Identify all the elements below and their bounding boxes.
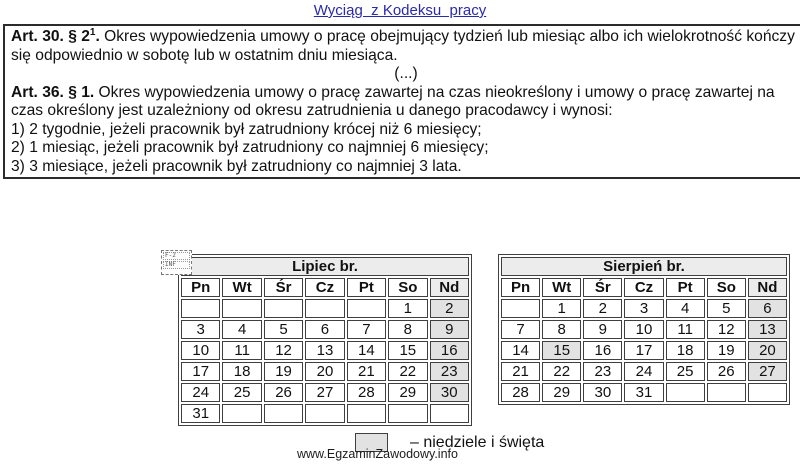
calendar-day-cell: 18 — [666, 341, 705, 360]
calendar-day-cell: 8 — [542, 320, 581, 339]
calendar-day-cell: 8 — [388, 320, 427, 339]
calendar-week-row — [181, 299, 469, 318]
ellipsis-line: (...) — [394, 65, 418, 82]
calendar-day-cell: 20 — [748, 341, 787, 360]
calendar-day-cell: 19 — [707, 341, 746, 360]
calendar-week-row — [501, 341, 787, 360]
calendar-day-cell: 27 — [748, 362, 787, 381]
calendar-week-row — [501, 362, 787, 381]
day-header-pt: Pt — [666, 278, 705, 297]
article-30-label: Art. 30. § 2 — [11, 28, 90, 45]
calendar-day-cell: 25 — [222, 383, 261, 402]
calendar-day-cell: 7 — [501, 320, 540, 339]
calendar-day-cell: 24 — [624, 362, 663, 381]
broken-image-icon-line-1: F-2 — [163, 252, 190, 260]
calendar-day-cell: 26 — [264, 383, 303, 402]
calendar-day-cell: 12 — [264, 341, 303, 360]
notice-period-item-2: 2) 1 miesiąc, jeżeli pracownik był zatrudniony co najmniej 6 miesięcy; — [11, 139, 489, 156]
calendar-empty-cell — [347, 404, 386, 423]
calendar-day-header-row — [181, 278, 469, 297]
calendar-day-cell: 21 — [501, 362, 540, 381]
calendar-day-cell: 20 — [305, 362, 344, 381]
calendar-week-row — [181, 362, 469, 381]
legal-text-box — [3, 24, 800, 179]
calendar-day-cell: 10 — [624, 320, 663, 339]
calendar-day-cell: 15 — [542, 341, 581, 360]
calendar-empty-cell — [666, 383, 705, 402]
calendar-day-cell: 19 — [264, 362, 303, 381]
calendar-empty-cell — [748, 383, 787, 402]
day-header-śr: Śr — [264, 278, 303, 297]
calendar-day-cell: 5 — [707, 299, 746, 318]
calendar-empty-cell — [347, 299, 386, 318]
calendar-empty-cell — [388, 404, 427, 423]
calendar-day-cell: 16 — [583, 341, 622, 360]
calendar-day-cell: 31 — [624, 383, 663, 402]
calendar-day-cell: 7 — [347, 320, 386, 339]
article-30-label-dot: . — [95, 28, 100, 45]
calendar-week-row — [501, 320, 787, 339]
calendar-day-cell: 24 — [181, 383, 220, 402]
article-36-text: Okres wypowiedzenia umowy o pracę zawartej na czas nieokreślony i umowy o pracę zawartej na czas określony jest uzależniony od okresu zatrudnienia u danego pracodawcy i wynosi: — [11, 83, 775, 119]
day-header-cz: Cz — [624, 278, 663, 297]
calendar-day-cell: 26 — [707, 362, 746, 381]
calendar-empty-cell — [501, 299, 540, 318]
calendar-day-cell: 22 — [542, 362, 581, 381]
calendar-week-row — [181, 341, 469, 360]
calendar-day-cell: 13 — [748, 320, 787, 339]
calendar-empty-cell — [181, 299, 220, 318]
article-36-label: Art. 36. § 1. — [11, 83, 95, 101]
calendar-empty-cell — [430, 404, 469, 423]
calendar-day-cell: 1 — [542, 299, 581, 318]
calendar-day-cell: 9 — [583, 320, 622, 339]
calendar-day-cell: 28 — [501, 383, 540, 402]
calendar-day-cell: 31 — [181, 404, 220, 423]
calendar-day-cell: 6 — [305, 320, 344, 339]
legend-label: – niedziele i święta — [410, 434, 545, 451]
calendar-day-cell: 25 — [666, 362, 705, 381]
calendar-empty-cell — [222, 404, 261, 423]
day-header-nd: Nd — [748, 278, 787, 297]
calendar-day-cell: 15 — [388, 341, 427, 360]
broken-image-icon-line-2: INF — [163, 261, 190, 269]
calendar-day-cell: 28 — [347, 383, 386, 402]
calendar-empty-cell — [264, 404, 303, 423]
notice-period-item-1: 1) 2 tygodnie, jeżeli pracownik był zatrudniony krócej niż 6 miesięcy; — [11, 120, 482, 138]
calendar-month-title: Sierpień br. — [501, 257, 787, 276]
calendar-day-cell: 23 — [430, 362, 469, 381]
calendar-day-cell: 13 — [305, 341, 344, 360]
calendar-empty-cell — [305, 404, 344, 423]
calendar-day-cell: 10 — [181, 341, 220, 360]
day-header-pt: Pt — [347, 278, 386, 297]
article-30-paragraph — [11, 28, 800, 65]
calendar-day-cell: 4 — [666, 299, 705, 318]
calendar-day-cell: 23 — [583, 362, 622, 381]
article-30-text: Okres wypowiedzenia umowy o pracę obejmujący tydzień lub miesiąc albo ich wielokrotność kończy się odpowiednio w sobotę lub w ostatnim dniu miesiąca. — [11, 28, 795, 64]
calendar-day-cell: 9 — [430, 320, 469, 339]
calendar-day-cell: 18 — [222, 362, 261, 381]
calendar-month-row — [501, 257, 787, 276]
calendar-empty-cell — [264, 299, 303, 318]
calendar-day-cell: 29 — [388, 383, 427, 402]
calendar-month-row — [181, 257, 469, 276]
day-header-śr: Śr — [583, 278, 622, 297]
calendar-week-row — [501, 383, 787, 402]
calendar-day-cell: 5 — [264, 320, 303, 339]
calendar-day-cell: 2 — [430, 299, 469, 318]
calendar-july — [178, 254, 472, 426]
calendar-day-cell: 27 — [305, 383, 344, 402]
calendar-week-row — [501, 299, 787, 318]
calendar-day-cell: 22 — [388, 362, 427, 381]
calendar-day-cell: 17 — [181, 362, 220, 381]
calendar-day-cell: 16 — [430, 341, 469, 360]
calendar-day-cell: 14 — [501, 341, 540, 360]
day-header-so: So — [707, 278, 746, 297]
watermark: www.EgzaminZawodowy.info — [297, 447, 458, 461]
day-header-pn: Pn — [181, 278, 220, 297]
calendar-day-cell: 4 — [222, 320, 261, 339]
calendar-empty-cell — [707, 383, 746, 402]
calendar-day-cell: 17 — [624, 341, 663, 360]
day-header-cz: Cz — [305, 278, 344, 297]
calendar-empty-cell — [305, 299, 344, 318]
notice-period-item-3: 3) 3 miesiące, jeżeli pracownik był zatrudniony co najmniej 3 lata. — [11, 157, 462, 175]
calendar-day-cell: 21 — [347, 362, 386, 381]
calendar-day-cell: 29 — [542, 383, 581, 402]
calendar-month-title: Lipiec br. — [181, 257, 469, 276]
calendar-empty-cell — [222, 299, 261, 318]
calendar-day-cell: 12 — [707, 320, 746, 339]
calendar-day-cell: 3 — [181, 320, 220, 339]
calendar-day-cell: 11 — [666, 320, 705, 339]
document-title: Wyciąg z Kodeksu pracy — [313, 2, 487, 19]
day-header-nd: Nd — [430, 278, 469, 297]
calendar-day-cell: 6 — [748, 299, 787, 318]
day-header-wt: Wt — [542, 278, 581, 297]
calendar-week-row — [181, 320, 469, 339]
calendar-week-row — [181, 404, 469, 423]
day-header-wt: Wt — [222, 278, 261, 297]
calendar-august — [498, 254, 790, 405]
superscript-1: 1 — [89, 26, 96, 38]
calendar-day-cell: 1 — [388, 299, 427, 318]
calendar-day-header-row — [501, 278, 787, 297]
calendar-day-cell: 11 — [222, 341, 261, 360]
day-header-so: So — [388, 278, 427, 297]
day-header-pn: Pn — [501, 278, 540, 297]
calendar-week-row — [181, 383, 469, 402]
article-36-paragraph — [11, 84, 800, 121]
calendar-day-cell: 2 — [583, 299, 622, 318]
calendar-day-cell: 3 — [624, 299, 663, 318]
broken-image-icon — [161, 250, 192, 275]
calendar-day-cell: 30 — [430, 383, 469, 402]
calendar-day-cell: 30 — [583, 383, 622, 402]
calendar-day-cell: 14 — [347, 341, 386, 360]
